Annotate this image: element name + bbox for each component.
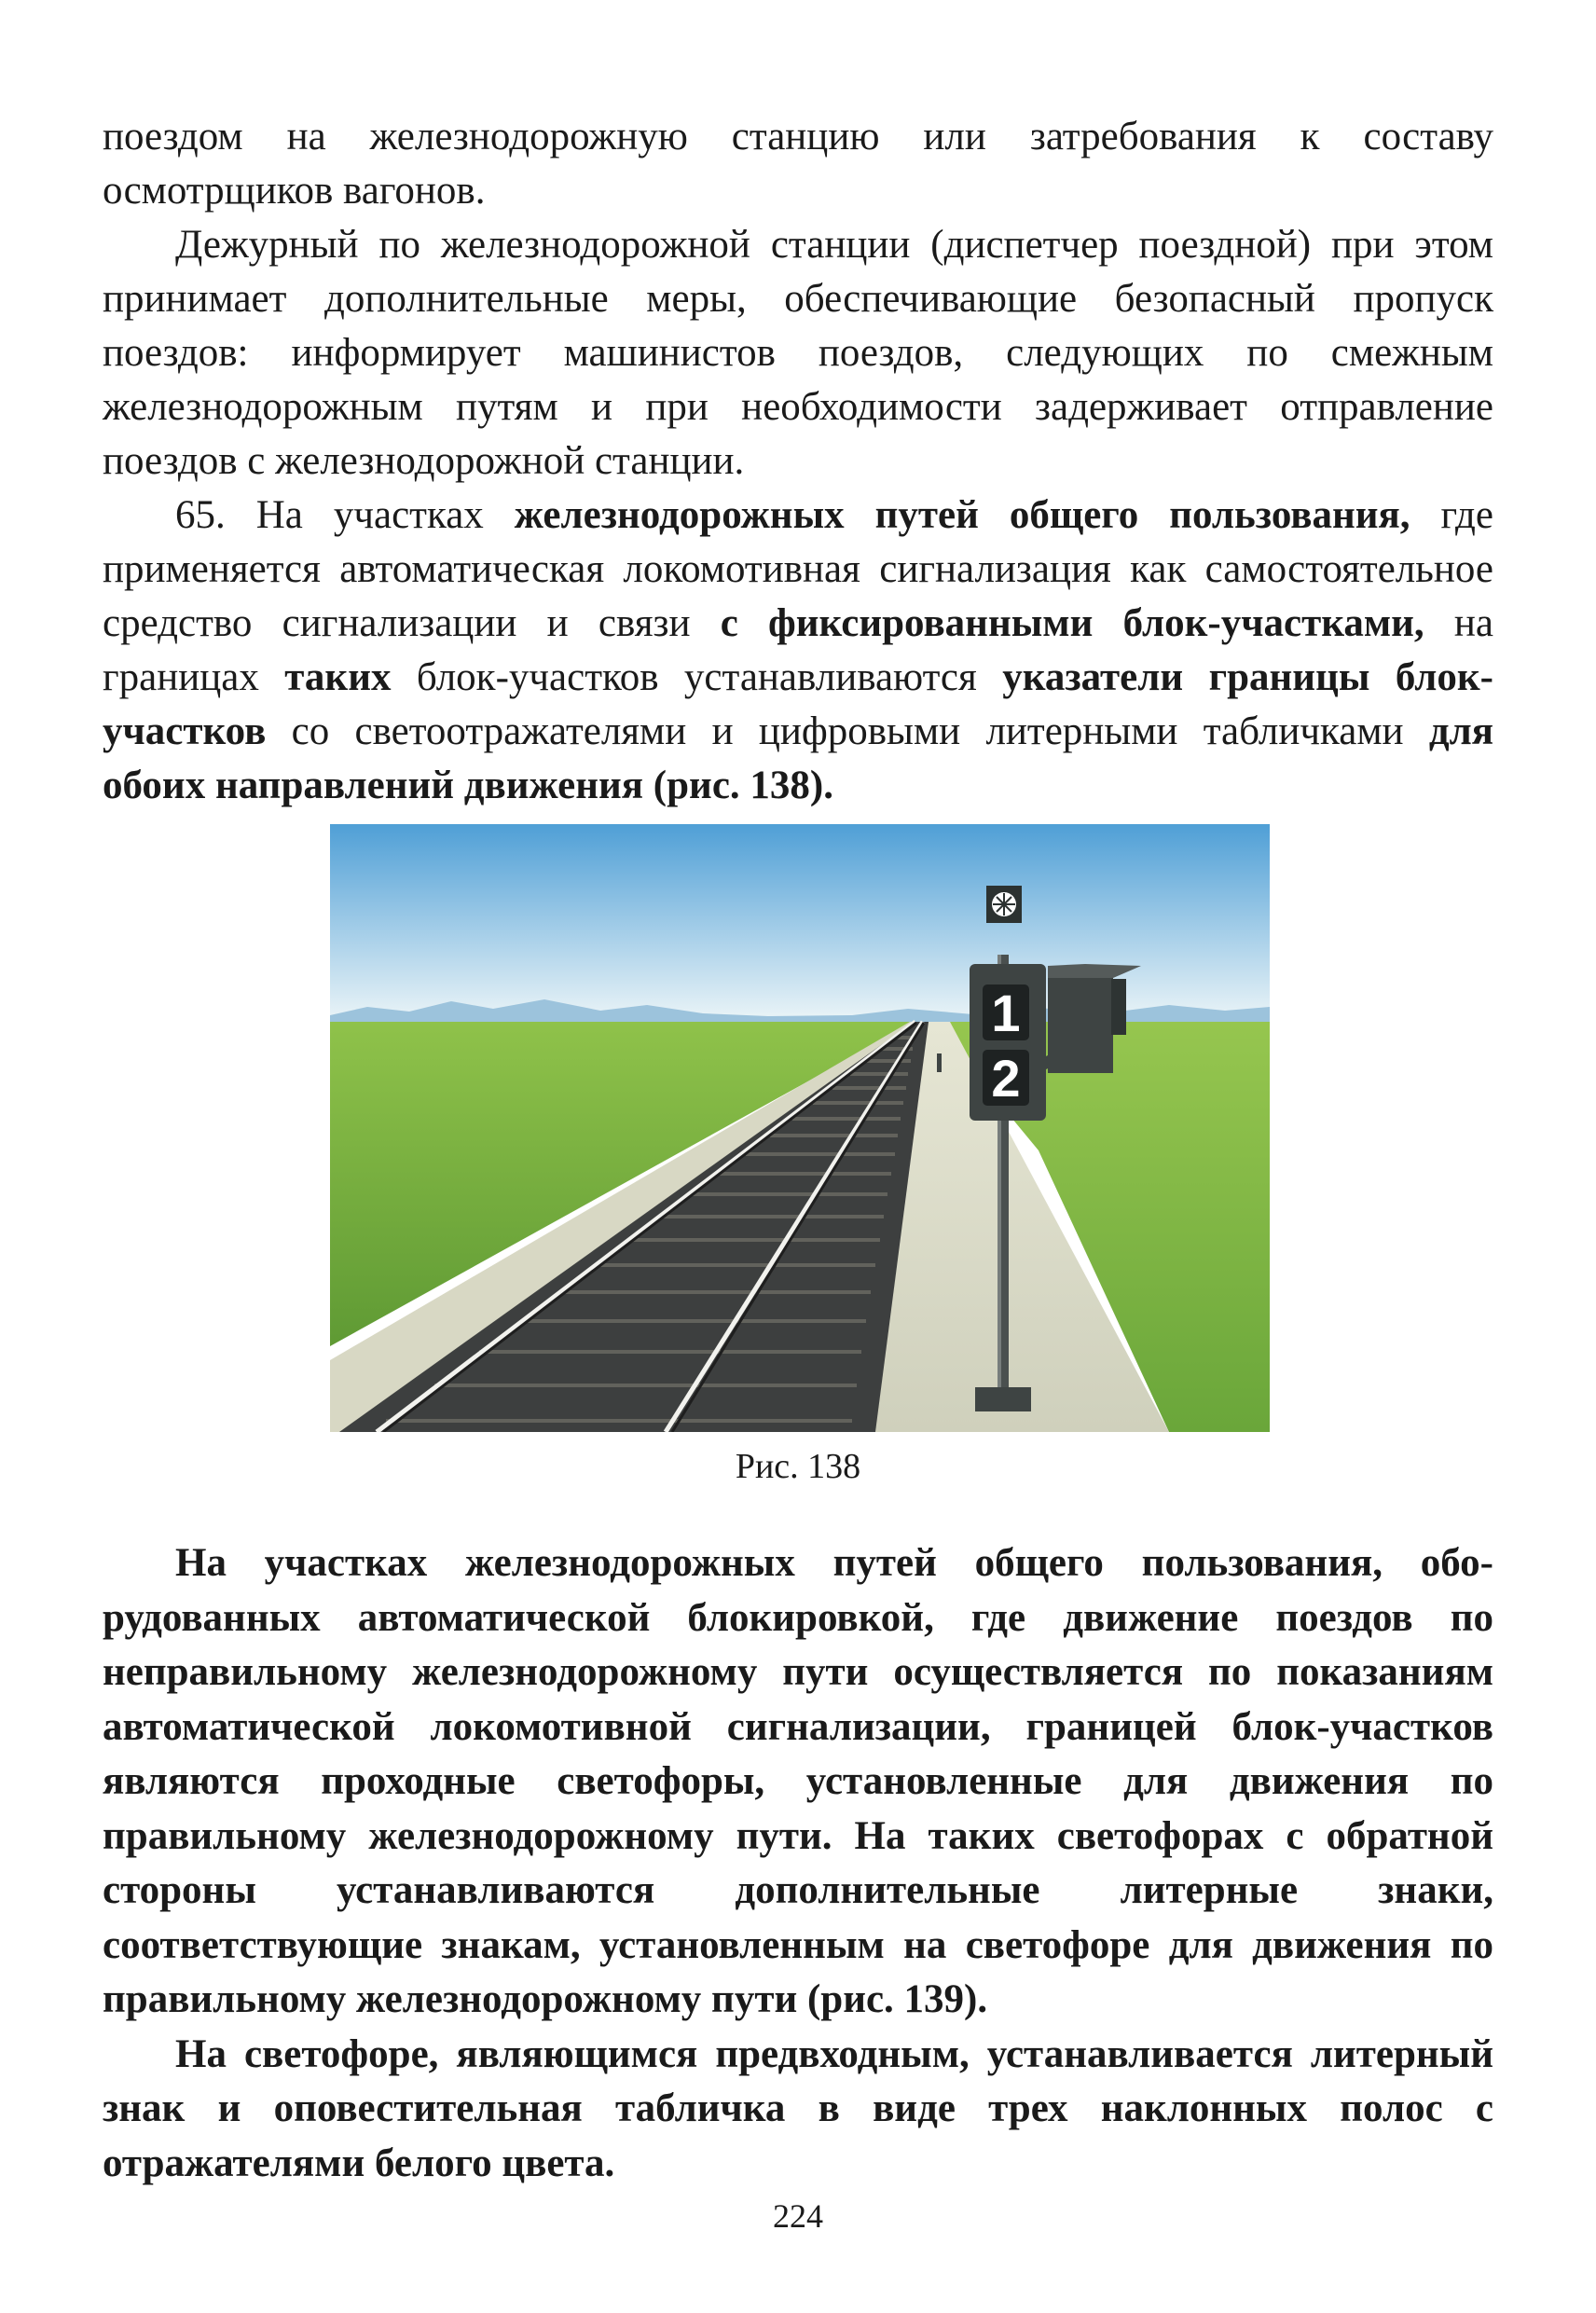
p3-bold-4: указатели границы блок-участков [103, 655, 1493, 753]
railway-illustration [330, 824, 1270, 1432]
paragraph-1: поездом на железнодорожную станцию или затребования к составу осмотрщиков вагонов. [103, 115, 1493, 213]
paragraph-3 [103, 489, 1493, 813]
paragraph-2: Дежурный по железнодорожной станции (диспетчер поездной) при этом принимает дополнительные меры, обеспечивающие безопасный пропуск поездов: информирует машинистов поездов, следующих по смежным железнодорожным путям и при необходимости задерживает отправление поездов с железнодорожной станции. [103, 223, 1493, 483]
paragraph-5: На светофоре, являющимся предвходным, устанавливается литерный знак и оповестительная табличка в виде трех наклонных полос с отражателями белого цвета. [103, 2031, 1493, 2185]
p3-text-4: блок-участков устанавливаются [391, 655, 1003, 699]
sky [330, 824, 1270, 1025]
p3-text-2: где применяется автоматическая локомотивная сигнализация как самостоятельное средство сигнализации и связи [103, 493, 1493, 645]
p3-text-5: со светоотражателями и цифровыми литерными табличками [266, 709, 1429, 753]
text-block-top [103, 110, 1493, 813]
literal-sign-digit-2: 2 [991, 1049, 1021, 1108]
sign-base [975, 1387, 1031, 1411]
p3-text-1: 65. На участках [175, 493, 515, 537]
text-block-bottom [103, 1536, 1493, 2191]
p3-text-3: на границах [103, 601, 1493, 699]
paragraph-4: На участках железнодорожных путей общего пользования, оборудованных автоматической блокировкой, где движение поездов по неправильному железнодорожному пути осуществляется по показаниям автоматической локомотивной сигнализации, границей блок-участков являются проходные светофоры, установленные для движения по правильному железнодорожному пути. На таких светофорах с обратной стороны устанавливаются дополнительные литерные знаки, соответствующие знакам, установленным на светофоре для движения по правильному железнодорожному пути (рис. 139). [103, 1541, 1493, 2021]
p3-bold-1: железнодорожных путей общего пользования, [514, 493, 1410, 537]
figure-138-railway-block-sign [330, 824, 1270, 1432]
page-number: 224 [773, 2197, 823, 2235]
p3-bold-3: таких [284, 655, 392, 699]
p3-bold-5: для обоих направлений движения (рис. 138). [103, 709, 1493, 807]
signal-head-back [1048, 966, 1113, 1073]
p3-bold-2: с фиксированными блок-участками, [720, 601, 1424, 645]
literal-sign-digit-1: 1 [991, 984, 1021, 1042]
figure-caption: Рис. 138 [735, 1447, 861, 1486]
distant-post [937, 1053, 942, 1072]
